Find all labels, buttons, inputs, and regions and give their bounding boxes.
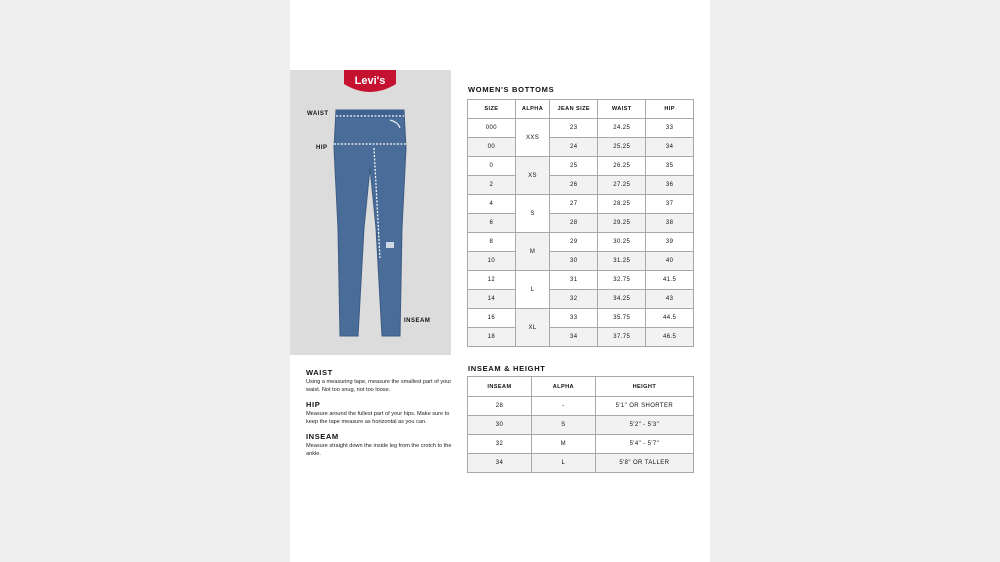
size-cell: 12 xyxy=(468,271,516,290)
waist-cell: 24.25 xyxy=(598,119,646,138)
hip-cell: 39 xyxy=(646,233,694,252)
table-row xyxy=(468,214,694,233)
size-cell: 16 xyxy=(468,309,516,328)
header-size: SIZE xyxy=(468,100,516,119)
hip-cell: 43 xyxy=(646,290,694,309)
jean-size-cell: 34 xyxy=(550,328,598,347)
inseam-title: INSEAM & HEIGHT xyxy=(468,364,546,373)
bottoms-header-row xyxy=(468,100,694,119)
size-cell: 8 xyxy=(468,233,516,252)
inseam-def-text: Measure straight down the inside leg from the crotch to the ankle. xyxy=(306,443,452,457)
hip-label: HIP xyxy=(316,145,328,151)
table-row xyxy=(468,435,694,454)
womens-bottoms-table xyxy=(467,99,694,347)
size-cell: 0 xyxy=(468,157,516,176)
table-row xyxy=(468,233,694,252)
alpha-cell: XS xyxy=(515,157,550,195)
hip-cell: 41.5 xyxy=(646,271,694,290)
hip-cell: 46.5 xyxy=(646,328,694,347)
waist-def-title: WAIST xyxy=(306,368,333,377)
brand-logo-text: Levi's xyxy=(354,75,386,87)
alpha-cell: L xyxy=(531,454,595,473)
header-inseam: INSEAM xyxy=(468,377,532,397)
waist-def-text: Using a measuring tape, measure the smallest part of your waist. Not too snug, not too loose. xyxy=(306,379,452,393)
inseam-cell: 32 xyxy=(468,435,532,454)
jean-size-cell: 23 xyxy=(550,119,598,138)
table-row xyxy=(468,195,694,214)
header-inseam-alpha: ALPHA xyxy=(531,377,595,397)
brand-logo xyxy=(344,70,396,96)
table-row xyxy=(468,138,694,157)
size-cell: 000 xyxy=(468,119,516,138)
alpha-cell: M xyxy=(531,435,595,454)
size-cell: 18 xyxy=(468,328,516,347)
table-row xyxy=(468,290,694,309)
jean-size-cell: 32 xyxy=(550,290,598,309)
hip-cell: 40 xyxy=(646,252,694,271)
inseam-label: INSEAM xyxy=(404,318,431,324)
alpha-cell: XXS xyxy=(515,119,550,157)
waist-cell: 32.75 xyxy=(598,271,646,290)
size-cell: 14 xyxy=(468,290,516,309)
inseam-cell: 28 xyxy=(468,397,532,416)
alpha-cell: L xyxy=(515,271,550,309)
jean-size-cell: 24 xyxy=(550,138,598,157)
alpha-cell: XL xyxy=(515,309,550,347)
jean-size-cell: 29 xyxy=(550,233,598,252)
jean-size-cell: 31 xyxy=(550,271,598,290)
table-row xyxy=(468,397,694,416)
height-cell: 5'2" - 5'3" xyxy=(595,416,693,435)
inseam-cell: 34 xyxy=(468,454,532,473)
hip-cell: 36 xyxy=(646,176,694,195)
jean-size-cell: 28 xyxy=(550,214,598,233)
jean-size-cell: 25 xyxy=(550,157,598,176)
waist-cell: 30.25 xyxy=(598,233,646,252)
height-cell: 5'4" - 5'7" xyxy=(595,435,693,454)
header-alpha: ALPHA xyxy=(515,100,550,119)
table-row xyxy=(468,271,694,290)
jean-size-cell: 33 xyxy=(550,309,598,328)
table-row xyxy=(468,157,694,176)
header-hip: HIP xyxy=(646,100,694,119)
waist-cell: 26.25 xyxy=(598,157,646,176)
table-row xyxy=(468,176,694,195)
jeans-illustration xyxy=(330,108,410,340)
jean-size-cell: 30 xyxy=(550,252,598,271)
size-cell: 6 xyxy=(468,214,516,233)
waist-cell: 25.25 xyxy=(598,138,646,157)
size-cell: 4 xyxy=(468,195,516,214)
hip-cell: 44.5 xyxy=(646,309,694,328)
hip-cell: 38 xyxy=(646,214,694,233)
header-height: HEIGHT xyxy=(595,377,693,397)
table-row xyxy=(468,252,694,271)
size-cell: 00 xyxy=(468,138,516,157)
hip-cell: 33 xyxy=(646,119,694,138)
waist-cell: 29.25 xyxy=(598,214,646,233)
inseam-def-title: INSEAM xyxy=(306,432,339,441)
alpha-cell: - xyxy=(531,397,595,416)
bottoms-title: WOMEN'S BOTTOMS xyxy=(468,85,555,94)
inseam-height-table xyxy=(467,376,694,473)
hip-cell: 35 xyxy=(646,157,694,176)
table-row xyxy=(468,309,694,328)
jean-size-cell: 27 xyxy=(550,195,598,214)
waist-cell: 28.25 xyxy=(598,195,646,214)
jean-size-cell: 26 xyxy=(550,176,598,195)
table-row xyxy=(468,119,694,138)
waist-cell: 27.25 xyxy=(598,176,646,195)
header-jean-size: JEAN SIZE xyxy=(550,100,598,119)
hip-def-text: Measure around the fullest part of your hips. Make sure to keep the tape measure as horizontal as you can. xyxy=(306,411,450,425)
alpha-cell: S xyxy=(515,195,550,233)
waist-cell: 35.75 xyxy=(598,309,646,328)
header-waist: WAIST xyxy=(598,100,646,119)
measurement-definitions xyxy=(306,368,454,464)
hip-cell: 34 xyxy=(646,138,694,157)
table-row xyxy=(468,454,694,473)
table-row xyxy=(468,416,694,435)
height-cell: 5'8" OR TALLER xyxy=(595,454,693,473)
inseam-header-row xyxy=(468,377,694,397)
alpha-cell: M xyxy=(515,233,550,271)
size-cell: 2 xyxy=(468,176,516,195)
hip-def-title: HIP xyxy=(306,400,321,409)
waist-cell: 37.75 xyxy=(598,328,646,347)
waist-cell: 31.25 xyxy=(598,252,646,271)
table-row xyxy=(468,328,694,347)
alpha-cell: S xyxy=(531,416,595,435)
hip-cell: 37 xyxy=(646,195,694,214)
inseam-cell: 30 xyxy=(468,416,532,435)
size-cell: 10 xyxy=(468,252,516,271)
waist-label: WAIST xyxy=(307,111,329,117)
height-cell: 5'1" OR SHORTER xyxy=(595,397,693,416)
waist-cell: 34.25 xyxy=(598,290,646,309)
